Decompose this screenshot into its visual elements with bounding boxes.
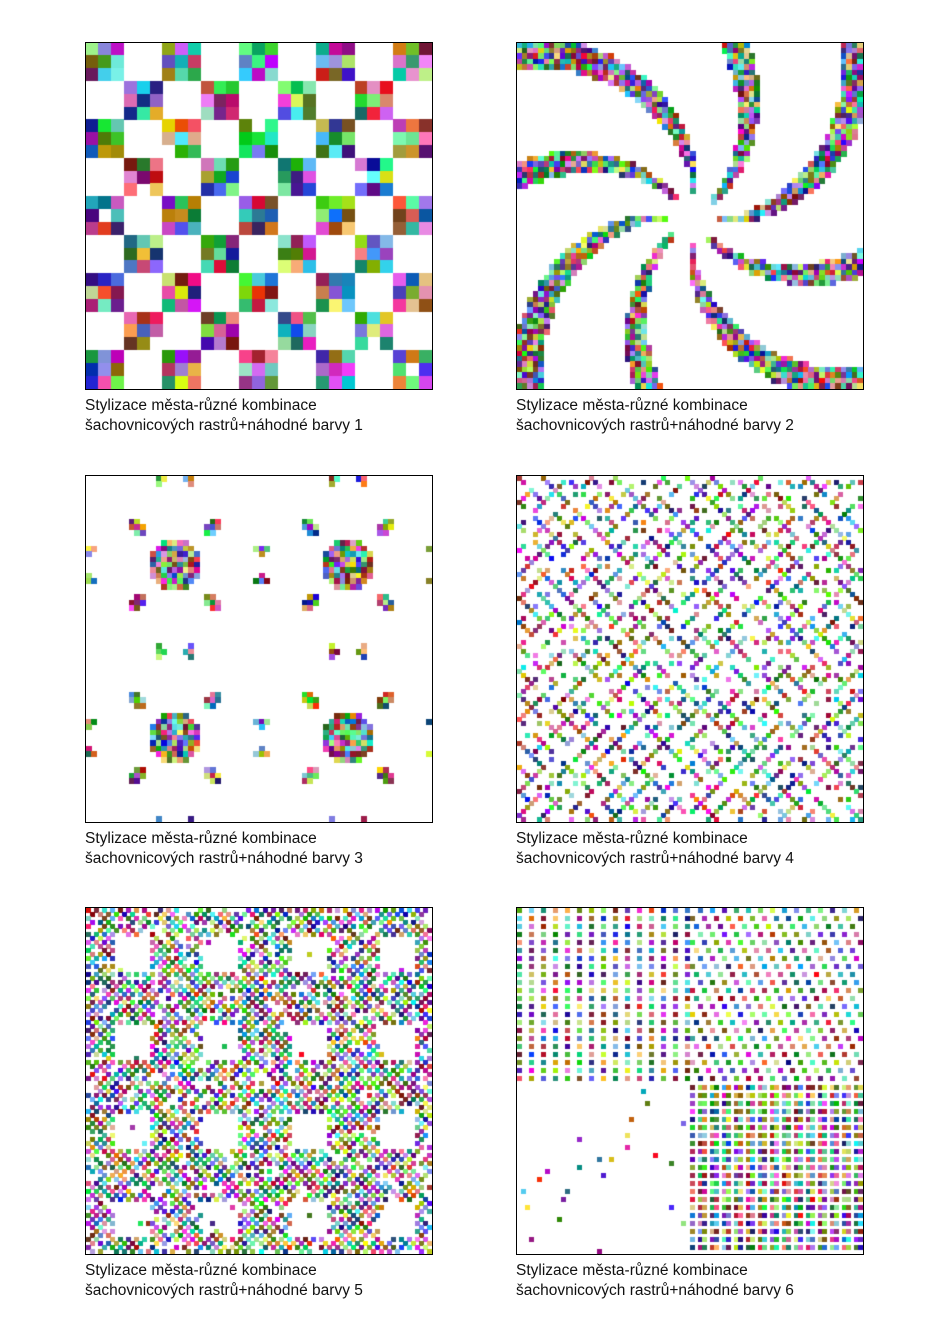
caption-line-2: šachovnicových rastrů+náhodné barvy 5: [85, 1281, 363, 1299]
pattern-canvas-2: [517, 43, 863, 389]
pattern-image-4: [516, 475, 864, 823]
pattern-image-1: [85, 42, 433, 390]
pattern-canvas-1: [86, 43, 432, 389]
caption-line-1: Stylizace města-různé kombinace: [85, 830, 317, 847]
figure-caption-3: [85, 829, 445, 868]
pattern-image-3: [85, 475, 433, 823]
figure-caption-1: [85, 396, 445, 435]
caption-line-2: šachovnicových rastrů+náhodné barvy 2: [516, 416, 794, 434]
pattern-image-2: [516, 42, 864, 390]
figure-caption-6: [516, 1261, 876, 1300]
caption-line-1: Stylizace města-různé kombinace: [85, 397, 317, 414]
figure-caption-5: [85, 1261, 445, 1300]
figure-caption-4: [516, 829, 876, 868]
pattern-canvas-5: [86, 908, 432, 1254]
pattern-image-5: [85, 907, 433, 1255]
caption-line-1: Stylizace města-různé kombinace: [516, 397, 748, 414]
caption-line-1: Stylizace města-různé kombinace: [516, 1262, 748, 1279]
pattern-image-6: [516, 907, 864, 1255]
caption-line-1: Stylizace města-různé kombinace: [516, 830, 748, 847]
caption-line-2: šachovnicových rastrů+náhodné barvy 4: [516, 849, 794, 867]
caption-line-2: šachovnicových rastrů+náhodné barvy 3: [85, 849, 363, 867]
pattern-canvas-4: [517, 476, 863, 822]
caption-line-2: šachovnicových rastrů+náhodné barvy 6: [516, 1281, 794, 1299]
pattern-canvas-3: [86, 476, 432, 822]
figure-caption-2: [516, 396, 876, 435]
pattern-canvas-6: [517, 908, 863, 1254]
caption-line-1: Stylizace města-různé kombinace: [85, 1262, 317, 1279]
caption-line-2: šachovnicových rastrů+náhodné barvy 1: [85, 416, 363, 434]
